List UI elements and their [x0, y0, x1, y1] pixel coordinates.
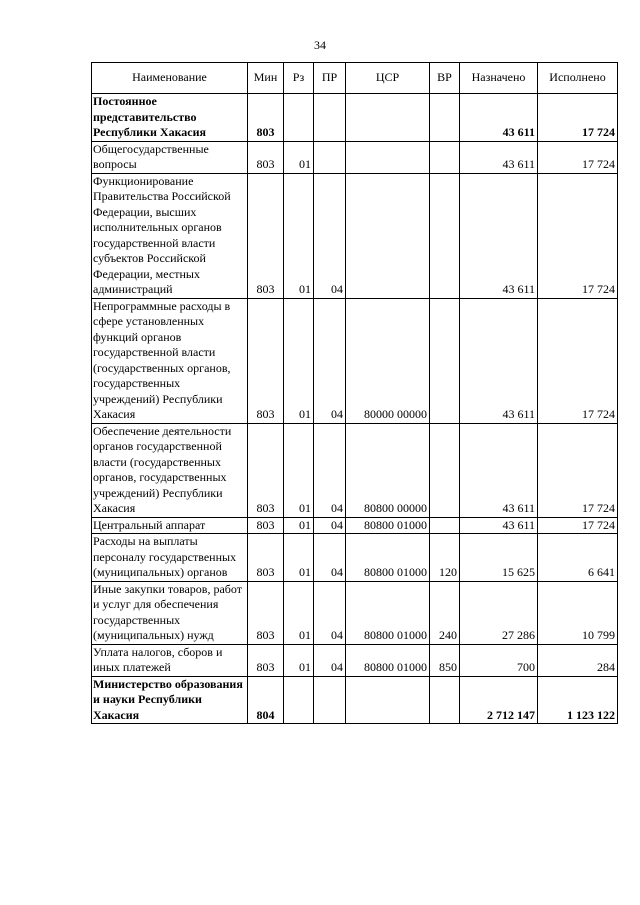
cell-min: 803	[248, 581, 284, 644]
header-assigned: Назначено	[460, 63, 538, 94]
cell-pr: 04	[314, 644, 346, 676]
cell-pr	[314, 141, 346, 173]
cell-min: 803	[248, 644, 284, 676]
cell-csr	[346, 676, 430, 724]
cell-rz	[284, 94, 314, 142]
header-rz: Рз	[284, 63, 314, 94]
cell-rz: 01	[284, 173, 314, 298]
cell-rz: 01	[284, 298, 314, 423]
cell-executed: 17 724	[538, 298, 618, 423]
cell-executed: 17 724	[538, 517, 618, 534]
cell-csr: 80000 00000	[346, 298, 430, 423]
header-pr: ПР	[314, 63, 346, 94]
cell-assigned: 43 611	[460, 423, 538, 517]
header-min: Мин	[248, 63, 284, 94]
cell-pr	[314, 676, 346, 724]
page-number: 34	[314, 38, 326, 52]
table-row	[92, 581, 618, 644]
cell-assigned: 43 611	[460, 141, 538, 173]
cell-rz: 01	[284, 141, 314, 173]
cell-csr	[346, 94, 430, 142]
cell-name: Функционирование Правительства Российской Федерации, высших исполнительных органов государственной власти субъектов Российской Федерации, местных администраций	[92, 173, 248, 298]
table-row	[92, 676, 618, 724]
cell-name: Центральный аппарат	[92, 517, 248, 534]
cell-min: 803	[248, 423, 284, 517]
cell-pr: 04	[314, 423, 346, 517]
cell-min: 803	[248, 173, 284, 298]
cell-assigned: 27 286	[460, 581, 538, 644]
cell-csr: 80800 00000	[346, 423, 430, 517]
cell-executed: 284	[538, 644, 618, 676]
cell-assigned: 43 611	[460, 173, 538, 298]
cell-min: 804	[248, 676, 284, 724]
cell-vr: 240	[430, 581, 460, 644]
cell-pr: 04	[314, 173, 346, 298]
cell-min: 803	[248, 298, 284, 423]
cell-executed: 1 123 122	[538, 676, 618, 724]
cell-rz: 01	[284, 581, 314, 644]
cell-vr	[430, 423, 460, 517]
cell-csr	[346, 141, 430, 173]
cell-min: 803	[248, 534, 284, 582]
cell-rz	[284, 676, 314, 724]
cell-executed: 10 799	[538, 581, 618, 644]
header-executed: Исполнено	[538, 63, 618, 94]
header-vr: ВР	[430, 63, 460, 94]
cell-name: Иные закупки товаров, работ и услуг для обеспечения государственных (муниципальных) нужд	[92, 581, 248, 644]
table-row	[92, 423, 618, 517]
cell-executed: 17 724	[538, 173, 618, 298]
cell-name: Уплата налогов, сборов и иных платежей	[92, 644, 248, 676]
cell-rz: 01	[284, 517, 314, 534]
cell-vr: 850	[430, 644, 460, 676]
cell-vr	[430, 676, 460, 724]
cell-assigned: 43 611	[460, 517, 538, 534]
cell-vr	[430, 94, 460, 142]
cell-csr: 80800 01000	[346, 534, 430, 582]
cell-name: Обеспечение деятельности органов государственной власти (государственных органов, государственных учреждений) Республики Хакасия	[92, 423, 248, 517]
cell-rz: 01	[284, 534, 314, 582]
cell-pr: 04	[314, 534, 346, 582]
table-row	[92, 141, 618, 173]
header-name: Наименование	[92, 63, 248, 94]
cell-assigned: 2 712 147	[460, 676, 538, 724]
cell-vr	[430, 141, 460, 173]
cell-csr: 80800 01000	[346, 644, 430, 676]
table-row	[92, 94, 618, 142]
cell-executed: 17 724	[538, 94, 618, 142]
cell-rz: 01	[284, 644, 314, 676]
table-row	[92, 173, 618, 298]
cell-csr: 80800 01000	[346, 517, 430, 534]
cell-name: Общегосударственные вопросы	[92, 141, 248, 173]
cell-vr	[430, 517, 460, 534]
cell-vr	[430, 173, 460, 298]
cell-vr: 120	[430, 534, 460, 582]
cell-rz: 01	[284, 423, 314, 517]
cell-min: 803	[248, 517, 284, 534]
cell-executed: 17 724	[538, 141, 618, 173]
budget-table	[91, 62, 618, 724]
table-row	[92, 298, 618, 423]
cell-pr: 04	[314, 517, 346, 534]
cell-min: 803	[248, 141, 284, 173]
cell-name: Непрограммные расходы в сфере установленных функций органов государственной власти (государственных органов, государственных учреждений) Республики Хакасия	[92, 298, 248, 423]
cell-name: Министерство образования и науки Республики Хакасия	[92, 676, 248, 724]
cell-assigned: 700	[460, 644, 538, 676]
cell-min: 803	[248, 94, 284, 142]
cell-pr: 04	[314, 298, 346, 423]
table-row	[92, 517, 618, 534]
cell-vr	[430, 298, 460, 423]
table-row	[92, 644, 618, 676]
cell-name: Постоянное представительство Республики Хакасия	[92, 94, 248, 142]
cell-assigned: 43 611	[460, 298, 538, 423]
table-row	[92, 534, 618, 582]
header-row	[92, 63, 618, 94]
header-csr: ЦСР	[346, 63, 430, 94]
cell-assigned: 15 625	[460, 534, 538, 582]
cell-assigned: 43 611	[460, 94, 538, 142]
cell-name: Расходы на выплаты персоналу государственных (муниципальных) органов	[92, 534, 248, 582]
cell-pr: 04	[314, 581, 346, 644]
cell-csr	[346, 173, 430, 298]
cell-pr	[314, 94, 346, 142]
cell-executed: 17 724	[538, 423, 618, 517]
cell-executed: 6 641	[538, 534, 618, 582]
cell-csr: 80800 01000	[346, 581, 430, 644]
